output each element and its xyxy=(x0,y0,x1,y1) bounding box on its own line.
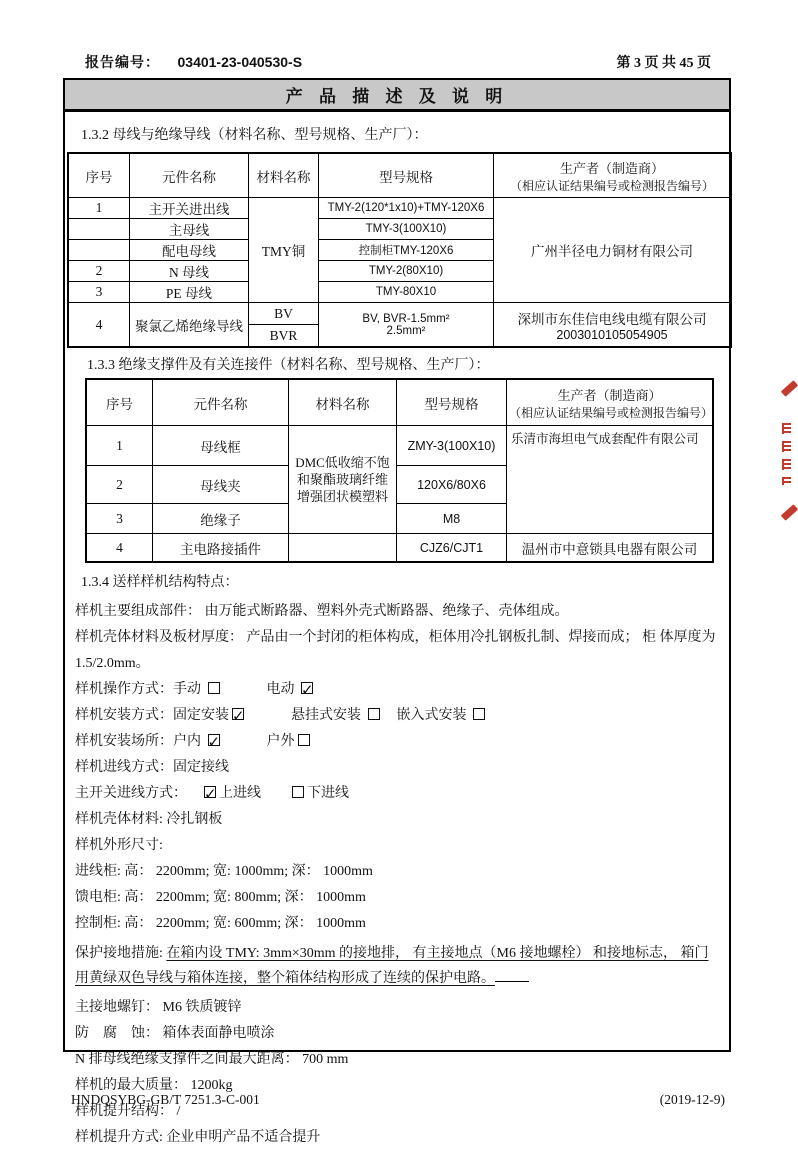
line-lifting-structure: 样机提升结构： / xyxy=(75,1104,181,1119)
option-top-entry-label: 上进线 xyxy=(219,786,261,801)
checkbox-indoor xyxy=(208,734,220,746)
manufacturer-cert-number: 2003010105054905 xyxy=(556,327,668,342)
heading-1-3-3: 1.3.3 绝缘支撑件及有关连接件（材料名称、型号规格、生产厂）： xyxy=(87,358,490,373)
operation-mode-label: 样机操作方式： xyxy=(75,682,173,697)
cell-name: 主开关进出线 xyxy=(130,198,249,219)
line-protective-grounding xyxy=(75,941,721,991)
cell-name: 主电路接插件 xyxy=(153,534,289,562)
shell-thickness-line2: 1.5/2.0mm。 xyxy=(75,656,150,671)
checkbox-embedded-mount xyxy=(473,708,485,720)
option-outdoor-label: 户外 xyxy=(266,734,295,749)
cell-manufacturer: 温州市中意锁具电器有限公司 xyxy=(507,534,713,562)
col-header-model: 型号规格 xyxy=(397,380,507,426)
cell-model: TMY-2(120*1x10)+TMY-120X6 xyxy=(319,198,494,219)
line-inlet-mode: 样机进线方式：固定接线 xyxy=(75,760,229,775)
heading-1-3-4: 1.3.4 送样样机结构特点： xyxy=(81,575,239,590)
manufacturer-header-line1: 生产者（制造商） xyxy=(557,387,662,403)
page-header xyxy=(63,52,731,72)
line-n-busbar-distance: N 排母线绝缘支撑件之间最大距离： 700 mm xyxy=(75,1052,349,1067)
cell-material-span: TMY铜 xyxy=(249,198,319,303)
line-shell-material: 样机壳体材料: 冷扎钢板 xyxy=(75,812,223,827)
line-mounting-mode xyxy=(75,703,721,729)
cell-model: 控制柜TMY-120X6 xyxy=(319,240,494,261)
cell-seq: 2 xyxy=(87,466,153,504)
cell-seq-empty xyxy=(69,240,130,261)
line-max-mass: 样机的最大质量： 1200kg xyxy=(75,1078,233,1093)
option-bottom-entry-label: 下进线 xyxy=(307,786,349,801)
line-operation-mode xyxy=(75,677,721,703)
cell-model: TMY-2(80X10) xyxy=(319,261,494,282)
underline-tail xyxy=(495,968,529,982)
cell-seq: 4 xyxy=(69,303,130,347)
main-switch-inlet-label: 主开关进线方式： xyxy=(75,786,187,801)
col-header-manufacturer xyxy=(494,154,731,198)
checkbox-electric xyxy=(301,682,313,694)
col-header-seq: 序号 xyxy=(87,380,153,426)
checkbox-hanging-mount xyxy=(368,708,380,720)
stamp-stroke-bottom xyxy=(781,504,798,521)
page-footer xyxy=(63,1092,731,1108)
checkbox-fixed-mount xyxy=(232,708,244,720)
cell-model: TMY-80X10 xyxy=(319,282,494,303)
insulation-support-table xyxy=(86,379,713,562)
cell-manufacturer-multiline xyxy=(494,303,731,347)
stamp-glyph-fragment xyxy=(782,459,791,470)
line-main-ground-screw: 主接地螺钉： M6 铁质镀锌 xyxy=(75,1000,242,1015)
option-electric-label: 电动 xyxy=(266,682,295,697)
cell-manufacturer-span: 广州半径电力铜材有限公司 xyxy=(494,198,731,303)
cell-name: 母线框 xyxy=(153,426,289,466)
cell-model: ZMY-3(100X10) xyxy=(397,426,507,466)
cell-name: N 母线 xyxy=(130,261,249,282)
manufacturer-header-line2: （相应认证结果编号或检测报告编号） xyxy=(509,405,714,420)
cell-material: BV xyxy=(249,303,319,325)
option-fixed-label: 固定安装 xyxy=(173,708,229,723)
table-row xyxy=(69,303,731,325)
checkbox-manual xyxy=(208,682,220,694)
line-dimension-feeder-cabinet: 馈电柜: 高： 2200mm; 宽: 800mm; 深： 1000mm xyxy=(75,890,366,905)
col-header-name: 元件名称 xyxy=(153,380,289,426)
stamp-glyph-fragment xyxy=(782,477,791,485)
cell-material-span: DMC低收缩不饱和聚酯玻璃纤维增强团状模塑料 xyxy=(289,426,397,534)
table-row xyxy=(69,198,731,219)
cell-name: 配电母线 xyxy=(130,240,249,261)
cell-model-multiline xyxy=(319,303,494,347)
stamp-glyph-fragment xyxy=(782,441,791,452)
line-dimension-inlet-cabinet: 进线柜: 高： 2200mm; 宽: 1000mm; 深： 1000mm xyxy=(75,864,373,879)
busbar-table xyxy=(68,153,731,347)
cell-material-empty xyxy=(289,534,397,562)
shell-thickness-line1: 样机壳体材料及板材厚度： 产品由一个封闭的柜体构成，柜体用冷扎钢板扎制、焊接而成； 柜 体厚度为 xyxy=(75,630,716,645)
checkbox-outdoor xyxy=(298,734,310,746)
cell-model: CJZ6/CJT1 xyxy=(397,534,507,562)
cell-seq: 2 xyxy=(69,261,130,282)
report-number-value: 03401-23-040530-S xyxy=(177,54,303,70)
option-hanging-label: 悬挂式安装 xyxy=(291,708,361,723)
line-shell-thickness xyxy=(75,625,721,677)
col-header-name: 元件名称 xyxy=(130,154,249,198)
heading-1-3-2: 1.3.2 母线与绝缘导线（材料名称、型号规格、生产厂）： xyxy=(81,128,428,143)
report-number-label: 报告编号： xyxy=(85,56,160,71)
cell-name: 聚氯乙烯绝缘导线 xyxy=(130,303,249,347)
cell-name: 主母线 xyxy=(130,219,249,240)
line-components: 样机主要组成部件： 由万能式断路器、塑料外壳式断路器、绝缘子、壳体组成。 xyxy=(75,604,569,619)
option-manual-label: 手动 xyxy=(173,682,201,697)
option-indoor-label: 户内 xyxy=(173,734,201,749)
cell-name: 绝缘子 xyxy=(153,504,289,534)
section-title-bar xyxy=(63,78,731,111)
stamp-stroke-top xyxy=(781,380,798,397)
line-lifting-mode: 样机提升方式: 企业申明产品不适合提升 xyxy=(75,1130,321,1145)
cell-model: 120X6/80X6 xyxy=(397,466,507,504)
cell-seq-empty xyxy=(69,219,130,240)
col-header-model: 型号规格 xyxy=(319,154,494,198)
col-header-material: 材料名称 xyxy=(249,154,319,198)
manufacturer-line1: 深圳市东佳信电线电缆有限公司 xyxy=(517,311,707,327)
grounding-text-underlined: 在箱内设 TMY: 3mm×30mm 的接地排， 有主接地点（M6 接地螺栓） 和接地标志， 箱门用黄绿双色导线与箱体连接，整个箱体结构形成了连续的保护电路。 xyxy=(75,946,709,986)
installation-site-label: 样机安装场所： xyxy=(75,734,173,749)
manufacturer-header-line1: 生产者（制造商） xyxy=(559,160,664,176)
col-header-manufacturer xyxy=(507,380,713,426)
line-installation-site xyxy=(75,729,721,755)
model-line2: 2.5mm² xyxy=(386,324,426,337)
manufacturer-header-line2: （相应认证结果编号或检测报告编号） xyxy=(509,178,714,193)
red-stamp-fragment xyxy=(778,383,798,525)
cell-seq: 1 xyxy=(87,426,153,466)
line-anticorrosion: 防 腐 蚀： 箱体表面静电喷涂 xyxy=(75,1026,275,1041)
cell-name: PE 母线 xyxy=(130,282,249,303)
option-embedded-label: 嵌入式安装 xyxy=(396,708,467,723)
col-header-material: 材料名称 xyxy=(289,380,397,426)
model-line1: BV, BVR-1.5mm² xyxy=(362,312,450,325)
footer-document-code: HNDQSYBG-GB/T 7251.3-C-001 xyxy=(71,1092,260,1107)
report-number xyxy=(85,52,302,72)
cell-manufacturer-span: 乐清市海坦电气成套配件有限公司 xyxy=(507,426,713,534)
table-header-row xyxy=(87,380,713,426)
checkbox-bottom-entry xyxy=(292,786,304,798)
cell-model: TMY-3(100X10) xyxy=(319,219,494,240)
cell-seq: 3 xyxy=(87,504,153,534)
table-header-row xyxy=(69,154,731,198)
cell-seq: 1 xyxy=(69,198,130,219)
line-main-switch-inlet xyxy=(75,781,721,807)
cell-material: BVR xyxy=(249,325,319,347)
cell-model: M8 xyxy=(397,504,507,534)
line-dimensions-label: 样机外形尺寸: xyxy=(75,838,163,853)
line-dimension-control-cabinet: 控制柜: 高： 2200mm; 宽: 600mm; 深： 1000mm xyxy=(75,916,366,931)
page-count: 第 3 页 共 45 页 xyxy=(616,56,711,71)
stamp-glyph-fragment xyxy=(782,423,791,434)
cell-seq: 4 xyxy=(87,534,153,562)
table-row xyxy=(87,534,713,562)
checkbox-top-entry xyxy=(204,786,216,798)
table-row xyxy=(87,426,713,466)
col-header-seq: 序号 xyxy=(69,154,130,198)
grounding-label: 保护接地措施: xyxy=(75,946,163,961)
cell-seq: 3 xyxy=(69,282,130,303)
page-title: 产 品 描 述 及 说 明 xyxy=(285,87,509,106)
footer-date: (2019-12-9) xyxy=(659,1092,725,1107)
mounting-mode-label: 样机安装方式： xyxy=(75,708,173,723)
cell-name: 母线夹 xyxy=(153,466,289,504)
structure-description xyxy=(65,595,729,1151)
